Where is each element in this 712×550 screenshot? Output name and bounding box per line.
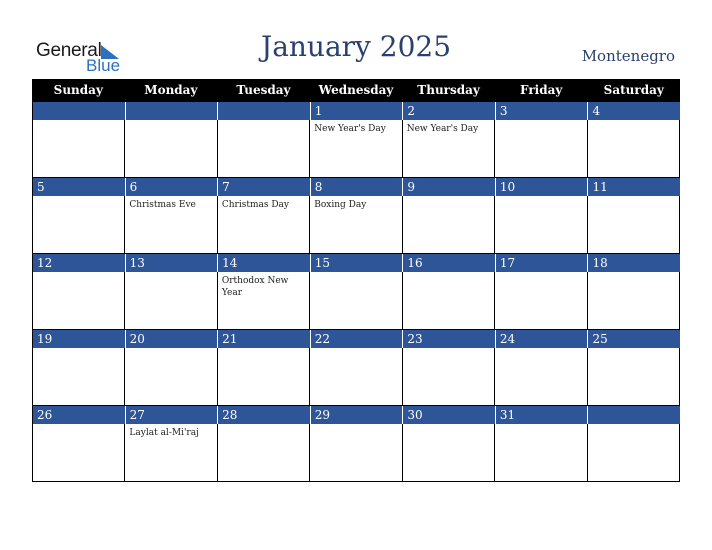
- day-event: [588, 424, 680, 482]
- day-number-bar: [33, 178, 680, 196]
- day-number: 5: [33, 178, 126, 196]
- week-row-5: [32, 406, 680, 482]
- weekday-header: [32, 79, 680, 102]
- day-event: [495, 120, 587, 178]
- day-event: Orthodox New Year: [218, 272, 310, 330]
- day-number-bar: [33, 330, 680, 348]
- day-number: 20: [126, 330, 219, 348]
- day-number: 15: [311, 254, 404, 272]
- day-number: 6: [126, 178, 219, 196]
- weekday-monday: Monday: [144, 83, 198, 97]
- day-number: 8: [311, 178, 404, 196]
- day-number: 16: [403, 254, 496, 272]
- day-event: New Year's Day: [310, 120, 402, 178]
- weekday-saturday: Saturday: [603, 83, 664, 97]
- day-event: [33, 120, 125, 178]
- day-number: [126, 102, 219, 120]
- day-number: 17: [496, 254, 589, 272]
- logo-word-blue: Blue: [86, 56, 121, 75]
- day-event: Christmas Eve: [125, 196, 217, 254]
- day-cells: [33, 272, 680, 330]
- day-number-bar: [33, 254, 680, 272]
- day-number: 27: [126, 406, 219, 424]
- calendar-grid: [32, 79, 680, 482]
- day-number: 3: [496, 102, 589, 120]
- day-number: 18: [592, 256, 608, 270]
- week-row-2: [32, 178, 680, 254]
- day-number: 19: [33, 330, 126, 348]
- day-number: 24: [496, 330, 589, 348]
- day-event: [495, 424, 587, 482]
- day-number: [33, 102, 126, 120]
- day-event: [495, 196, 587, 254]
- weekday-thursday: Thursday: [417, 83, 480, 97]
- week-row-4: [32, 330, 680, 406]
- day-cells: [33, 196, 680, 254]
- weekday-tuesday: Tuesday: [236, 83, 291, 97]
- day-event: [310, 348, 402, 406]
- weekday-sunday: Sunday: [53, 83, 103, 97]
- day-event: [125, 272, 217, 330]
- day-number: 26: [33, 406, 126, 424]
- calendar-title: January 2025: [260, 30, 452, 63]
- day-number: [218, 102, 311, 120]
- logo-word-general: General: [36, 40, 102, 61]
- day-event: New Year's Day: [403, 120, 495, 178]
- week-row-1: [32, 102, 680, 178]
- day-event: [33, 424, 125, 482]
- day-event: [588, 120, 680, 178]
- day-event: [588, 348, 680, 406]
- day-event: [588, 272, 680, 330]
- day-event: [495, 348, 587, 406]
- weekday-wednesday: Wednesday: [318, 83, 394, 97]
- day-number: 9: [403, 178, 496, 196]
- day-number: 31: [496, 406, 589, 424]
- day-number: 11: [592, 180, 608, 194]
- day-number: 13: [126, 254, 219, 272]
- day-event: [33, 272, 125, 330]
- day-event: [218, 424, 310, 482]
- day-event: [588, 196, 680, 254]
- day-number-bar: [33, 102, 680, 120]
- day-event: [310, 424, 402, 482]
- day-number: 10: [496, 178, 589, 196]
- day-number: 23: [403, 330, 496, 348]
- day-number: 7: [218, 178, 311, 196]
- day-event: [495, 272, 587, 330]
- day-event: [218, 348, 310, 406]
- day-event: [218, 120, 310, 178]
- day-number: 30: [403, 406, 496, 424]
- country-label: Montenegro: [581, 47, 675, 65]
- day-cells: [33, 424, 680, 482]
- day-event: Laylat al-Mi'raj: [125, 424, 217, 482]
- day-event: [403, 424, 495, 482]
- day-number: 1: [311, 102, 404, 120]
- day-event: Boxing Day: [310, 196, 402, 254]
- weekday-friday: Friday: [520, 83, 563, 97]
- day-event: [310, 272, 402, 330]
- day-event: [33, 196, 125, 254]
- day-number: 25: [592, 332, 608, 346]
- day-number: 28: [218, 406, 311, 424]
- day-number: 14: [218, 254, 311, 272]
- day-event: [403, 272, 495, 330]
- day-number: 12: [33, 254, 126, 272]
- day-number: 29: [311, 406, 404, 424]
- day-event: [125, 348, 217, 406]
- day-event: [403, 348, 495, 406]
- week-row-3: [32, 254, 680, 330]
- day-number: 21: [218, 330, 311, 348]
- day-number: 2: [403, 102, 496, 120]
- day-event: [403, 196, 495, 254]
- day-number: [588, 406, 680, 424]
- day-event: [125, 120, 217, 178]
- day-number: 22: [311, 330, 404, 348]
- day-event: Christmas Day: [218, 196, 310, 254]
- day-cells: [33, 348, 680, 406]
- day-number: 4: [592, 104, 601, 118]
- day-number-bar: [33, 406, 680, 424]
- day-cells: [33, 120, 680, 178]
- day-event: [33, 348, 125, 406]
